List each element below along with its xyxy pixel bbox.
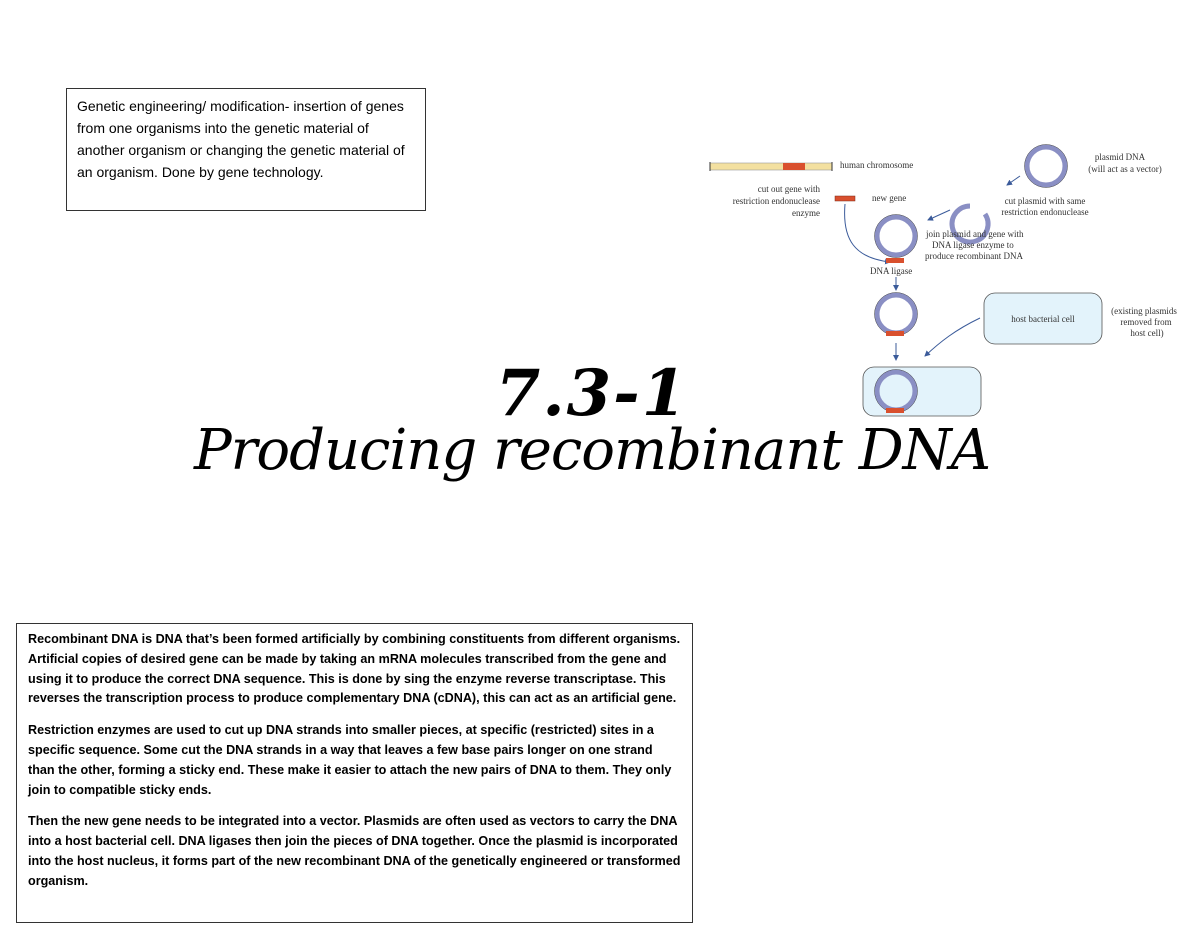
- human-chromosome: [710, 162, 832, 171]
- label-plasmid-1: plasmid DNA: [1094, 152, 1146, 162]
- paragraph-recombinant-dna: Recombinant DNA is DNA that’s been formed artificially by combining constituents from different organisms. Artificial copies of desired gene can be made by taking an mRNA molecules transcribed from the gene and using it to produce the correct DNA sequence. This is done by sing the enzyme reverse transcriptase. This reverses the transcription process to produce complementary DNA (cDNA), this can act as an artificial gene.: [28, 632, 681, 706]
- definition-box: [66, 88, 426, 211]
- label-join-3: produce recombinant DNA: [925, 251, 1023, 261]
- label-host-cell: host bacterial cell: [1011, 314, 1075, 324]
- label-existing-3: host cell): [1130, 328, 1164, 338]
- label-dna-ligase: DNA ligase: [870, 266, 913, 276]
- label-join-1: join plasmid and gene with: [926, 229, 1024, 239]
- new-gene-segment: [835, 196, 855, 201]
- label-existing-1: (existing plasmids: [1111, 306, 1177, 316]
- label-plasmid-2: (will act as a vector): [1088, 164, 1162, 174]
- lesson-number: 7.3-1: [495, 356, 689, 431]
- page-title: Producing recombinant DNA: [193, 418, 991, 483]
- joined-plasmid: [877, 217, 915, 255]
- label-cut-plasmid-2: restriction endonuclease: [1001, 207, 1089, 217]
- paragraph-vectors: Then the new gene needs to be integrated into a vector. Plasmids are often used as vectors to carry the DNA into a host bacterial cell. DNA ligases then join the pieces of DNA together. Once the plasmid is incorporated into the host nucleus, it forms part of the new recombinant DNA of the genetically engineered or transformed organism.: [28, 814, 681, 888]
- label-join-2: DNA ligase enzyme to: [932, 240, 1014, 250]
- label-cut-out-3: enzyme: [792, 208, 820, 218]
- label-human-chromosome: human chromosome: [840, 160, 914, 170]
- plasmid-dna: [1027, 147, 1065, 185]
- label-cut-plasmid-1: cut plasmid with same: [1004, 196, 1086, 206]
- label-existing-2: removed from: [1120, 317, 1172, 327]
- label-cut-out-2: restriction endonuclease: [732, 196, 820, 206]
- recombinant-plasmid: [877, 295, 915, 333]
- transformed-cell: [863, 367, 981, 416]
- paragraph-restriction-enzymes: Restriction enzymes are used to cut up DNA strands into smaller pieces, at specific (restricted) sites in a specific sequence. Some cut the DNA strands in a way that leaves a few base pairs longer on one strand than the other, forming a sticky end. These make it easier to attach the new pairs of DNA to them. They only join to compatible sticky ends.: [28, 723, 672, 797]
- explanation-box: [16, 623, 693, 923]
- definition-text: Genetic engineering/ modification- insertion of genes from one organisms into the genetic material of another organism or changing the genetic material of an organism. Done by gene technology.: [77, 98, 405, 180]
- recombinant-dna-diagram: [700, 140, 1190, 425]
- label-cut-out-1: cut out gene with: [757, 184, 820, 194]
- label-new-gene: new gene: [872, 193, 907, 203]
